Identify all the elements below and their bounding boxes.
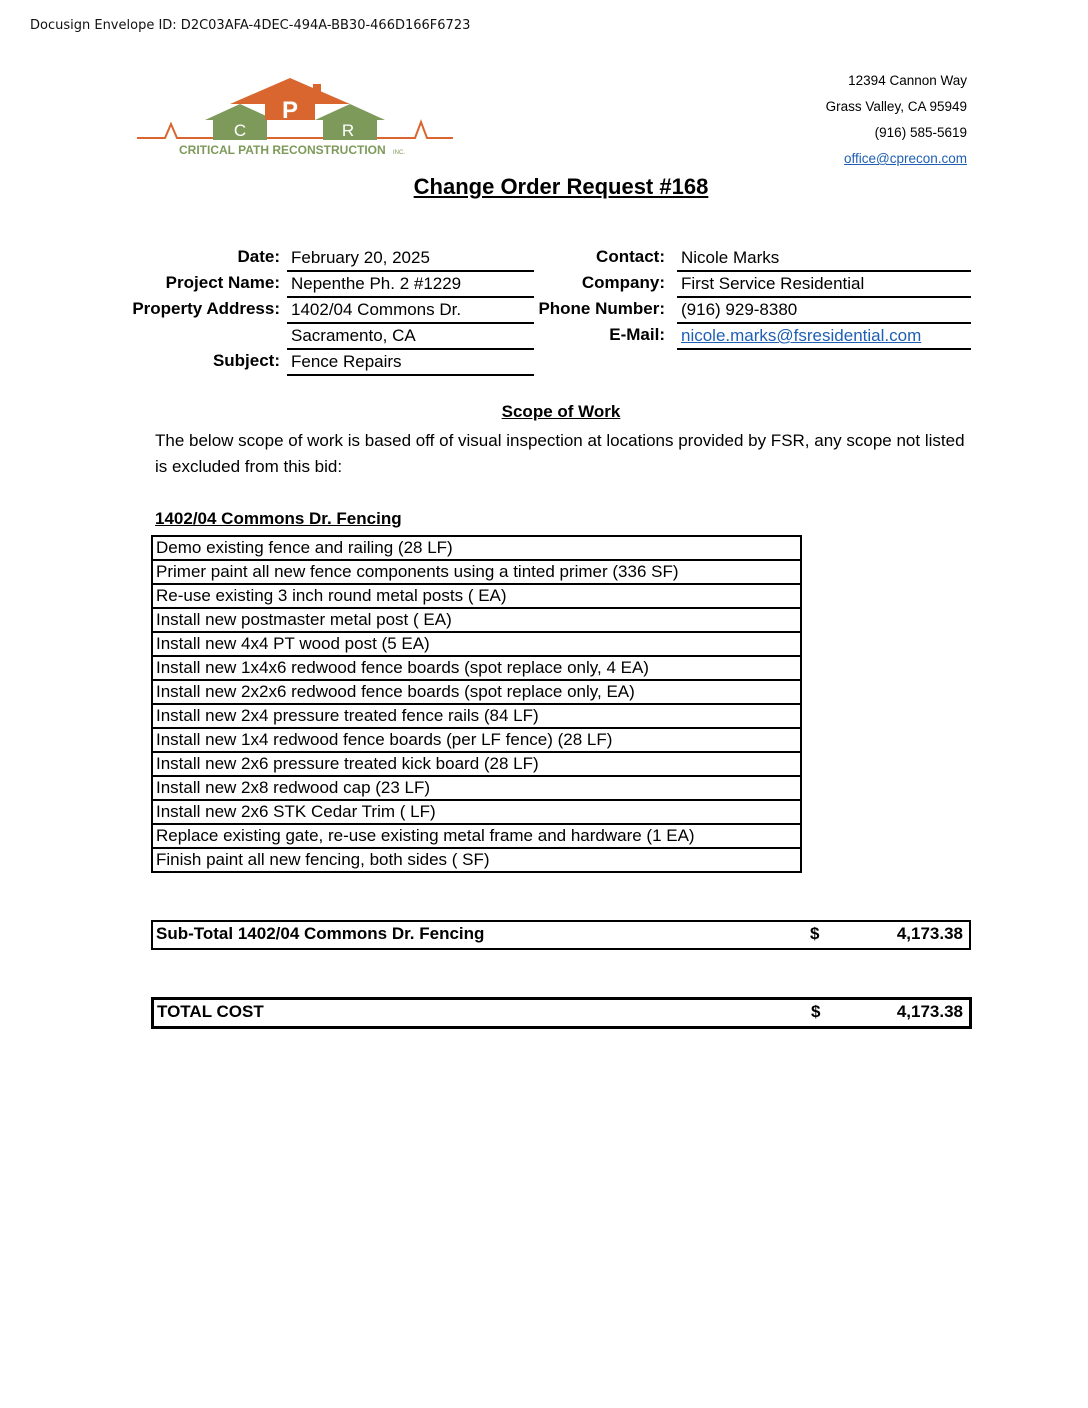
contact-label: Contact: (596, 247, 665, 266)
company-email-link[interactable]: office@cprecon.com (843, 151, 967, 166)
scope-title: Scope of Work (501, 402, 621, 421)
date-label: Date: (237, 247, 280, 266)
table-row (152, 728, 801, 752)
contact-email-link[interactable]: nicole.marks@fsresidential.com (681, 326, 922, 345)
company-address (826, 68, 967, 172)
address-label: Property Address: (132, 299, 280, 318)
total-currency: $ (811, 1002, 821, 1021)
table-row (152, 560, 801, 584)
table-row (152, 776, 801, 800)
section-title: 1402/04 Commons Dr. Fencing (155, 509, 402, 528)
table-row (152, 632, 801, 656)
item-cell: Install new postmaster metal post ( EA) (152, 608, 801, 632)
item-cell: Install new 2x2x6 redwood fence boards (spot replace only, EA) (152, 680, 801, 704)
email-value (677, 324, 971, 350)
project-label: Project Name: (165, 273, 280, 292)
table-row (152, 608, 801, 632)
email-label: E-Mail: (609, 325, 665, 344)
company-phone: (916) 585-5619 (874, 125, 967, 140)
subtotal-row (151, 920, 971, 950)
logo-suffix: INC. (393, 150, 405, 156)
scope-items-table (151, 535, 802, 873)
item-cell: Finish paint all new fencing, both sides ( SF) (152, 848, 801, 872)
total-label: TOTAL COST (157, 1002, 264, 1021)
scope-description: The below scope of work is based off of visual inspection at locations provided by FSR, any scope not listed is excluded from this bid: (155, 431, 965, 476)
total-row (151, 997, 972, 1029)
item-cell: Replace existing gate, re-use existing metal frame and hardware (1 EA) (152, 824, 801, 848)
item-cell: Re-use existing 3 inch round metal posts ( EA) (152, 584, 801, 608)
item-cell: Install new 2x4 pressure treated fence rails (84 LF) (152, 704, 801, 728)
subtotal-amount: 4,173.38 (896, 924, 963, 943)
address-line1: 12394 Cannon Way (848, 73, 967, 88)
subtotal-currency: $ (810, 924, 820, 943)
project-value: Nepenthe Ph. 2 #1229 (287, 272, 534, 298)
address-value-1: 1402/04 Commons Dr. (287, 298, 534, 324)
logo-letter-c: C (233, 121, 247, 140)
phone-value: (916) 929-8380 (677, 298, 971, 324)
table-row (152, 800, 801, 824)
company-logo (135, 74, 455, 164)
item-cell: Install new 2x8 redwood cap (23 LF) (152, 776, 801, 800)
contact-value: Nicole Marks (677, 246, 971, 272)
logo-letter-r: R (341, 121, 355, 140)
table-row (152, 704, 801, 728)
logo-graphic (135, 74, 455, 164)
item-cell: Install new 1x4x6 redwood fence boards (spot replace only, 4 EA) (152, 656, 801, 680)
phone-label: Phone Number: (538, 299, 665, 318)
date-value: February 20, 2025 (287, 246, 534, 272)
table-row (152, 680, 801, 704)
subject-value: Fence Repairs (287, 350, 534, 376)
table-row (152, 656, 801, 680)
item-cell: Install new 2x6 STK Cedar Trim ( LF) (152, 800, 801, 824)
subtotal-label: Sub-Total 1402/04 Commons Dr. Fencing (156, 924, 485, 943)
table-row (152, 824, 801, 848)
page-title: Change Order Request #168 (413, 174, 709, 199)
company-value: First Service Residential (677, 272, 971, 298)
logo-name: CRITICAL PATH RECONSTRUCTION (179, 143, 386, 157)
address-value-2: Sacramento, CA (287, 324, 534, 350)
table-row (152, 752, 801, 776)
table-row (152, 536, 801, 560)
table-row (152, 848, 801, 872)
item-cell: Demo existing fence and railing (28 LF) (152, 536, 801, 560)
logo-letter-p: P (281, 97, 299, 124)
envelope-id: Docusign Envelope ID: D2C03AFA-4DEC-494A-BB30-466D166F6723 (30, 18, 471, 33)
total-amount: 4,173.38 (896, 1002, 963, 1021)
item-cell: Primer paint all new fence components using a tinted primer (336 SF) (152, 560, 801, 584)
item-cell: Install new 4x4 PT wood post (5 EA) (152, 632, 801, 656)
item-cell: Install new 1x4 redwood fence boards (per LF fence) (28 LF) (152, 728, 801, 752)
table-row (152, 584, 801, 608)
subject-label: Subject: (212, 351, 280, 370)
item-cell: Install new 2x6 pressure treated kick board (28 LF) (152, 752, 801, 776)
company-label: Company: (581, 273, 665, 292)
address-line2: Grass Valley, CA 95949 (825, 99, 967, 114)
